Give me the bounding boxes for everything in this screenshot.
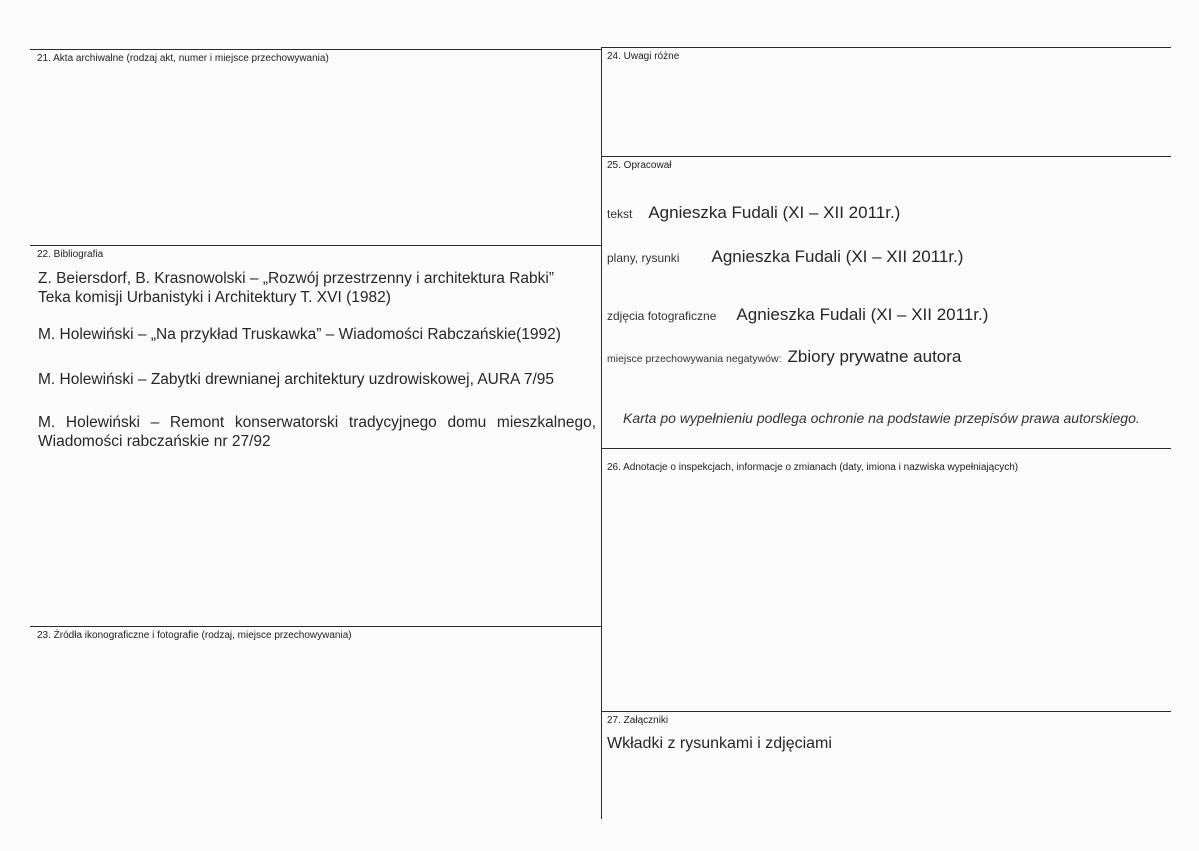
section-25-label: 25. Opracował bbox=[607, 160, 672, 171]
bibliography-entry-1-line-1: Z. Beiersdorf, B. Krasnowolski – „Rozwój przestrzenny i architektura Rabki” bbox=[38, 270, 554, 287]
author-text-key: tekst bbox=[607, 207, 633, 221]
author-photos-value: Agnieszka Fudali (XI – XII 2011r.) bbox=[736, 305, 989, 324]
bibliography-entry-4-line-2: Wiadomości rabczańskie nr 27/92 bbox=[38, 433, 271, 450]
section-27-label: 27. Załączniki bbox=[607, 715, 669, 726]
center-divider bbox=[601, 47, 602, 819]
author-plans-key: plany, rysunki bbox=[607, 251, 680, 265]
section-23-label: 23. Źródła ikonograficzne i fotografie (rodzaj, miejsce przechowywania) bbox=[37, 630, 352, 641]
copyright-note: Karta po wypełnieniu podlega ochronie na podstawie przepisów prawa autorskiego. bbox=[623, 410, 1140, 426]
bibliography-entry-4-line-1: M. Holewiński – Remont konserwatorski tradycyjnego domu mieszkalnego, bbox=[38, 414, 596, 431]
section-21-label: 21. Akta archiwalne (rodzaj akt, numer i miejsce przechowywania) bbox=[37, 53, 329, 64]
author-text-row bbox=[607, 203, 900, 223]
section-27-top-rule bbox=[601, 711, 1171, 712]
section-26-top-rule bbox=[601, 448, 1171, 449]
negatives-storage-value: Zbiory prywatne autora bbox=[787, 347, 962, 366]
author-text-value: Agnieszka Fudali (XI – XII 2011r.) bbox=[648, 203, 901, 222]
negatives-storage-key: miejsce przechowywania negatywów: bbox=[607, 353, 782, 365]
author-photos-row bbox=[607, 305, 988, 325]
bibliography-entry-3: M. Holewiński – Zabytki drewnianej architektury uzdrowiskowej, AURA 7/95 bbox=[38, 371, 555, 388]
bibliography-entry-2: M. Holewiński – „Na przykład Truskawka” – Wiadomości Rabczańskie(1992) bbox=[38, 326, 561, 343]
author-photos-key: zdjęcia fotograficzne bbox=[607, 309, 717, 323]
section-22-label: 22. Bibliografia bbox=[37, 249, 104, 260]
section-23-top-rule bbox=[30, 626, 602, 627]
attachments-value: Wkładki z rysunkami i zdjęciami bbox=[607, 735, 832, 752]
section-21-top-rule bbox=[30, 49, 602, 50]
section-26-label: 26. Adnotacje o inspekcjach, informacje o zmianach (daty, imiona i nazwiska wypełniających) bbox=[607, 462, 1019, 473]
bibliography-entry-1-line-2: Teka komisji Urbanistyki i Architektury T. XVI (1982) bbox=[38, 289, 391, 306]
negatives-storage-row bbox=[607, 347, 961, 367]
section-24-top-rule bbox=[601, 47, 1171, 48]
section-24-label: 24. Uwagi różne bbox=[607, 51, 680, 62]
section-22-top-rule bbox=[30, 245, 602, 246]
author-plans-value: Agnieszka Fudali (XI – XII 2011r.) bbox=[711, 247, 964, 266]
section-25-top-rule bbox=[601, 156, 1171, 157]
author-plans-row bbox=[607, 247, 963, 267]
